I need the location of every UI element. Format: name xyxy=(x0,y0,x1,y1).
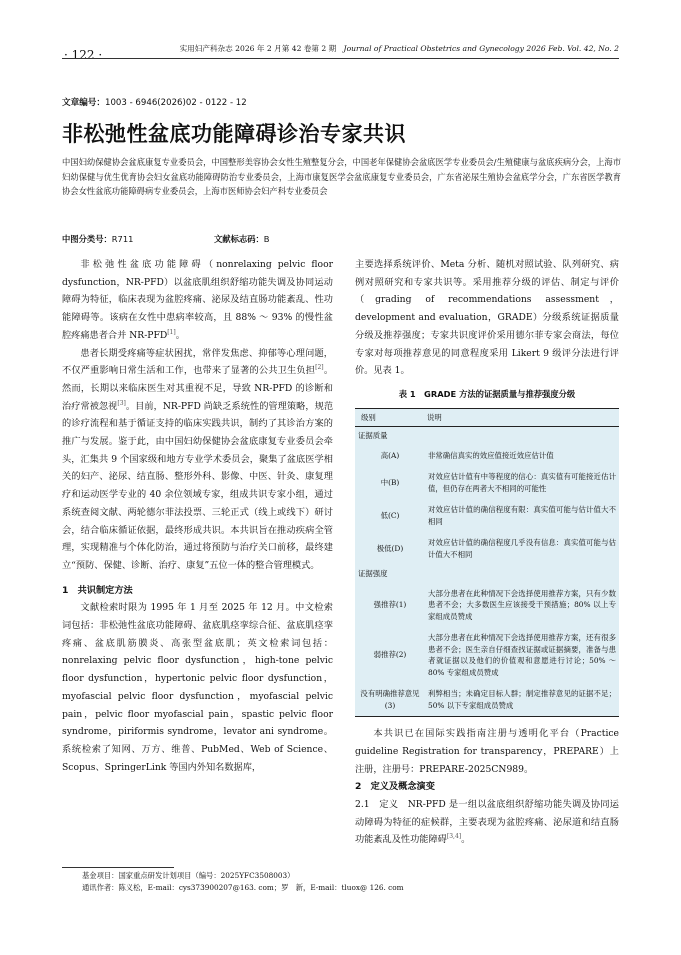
section-1-heading: 1 共识制定方法 xyxy=(62,584,133,596)
doc-value: B xyxy=(263,234,270,244)
left-column xyxy=(62,256,333,776)
header-rule xyxy=(62,58,619,59)
ref-1: [1] xyxy=(167,328,176,336)
section-2-heading: 2 定义及概念演变 xyxy=(355,781,435,793)
table-row: 中(B) 对效应估计值有中等程度的信心：真实值有可能接近估计值，但仍存在两者大不相同的可能性 xyxy=(380,472,616,493)
right-column xyxy=(355,256,619,849)
clc-number xyxy=(62,233,133,245)
table-row: 低(C) 对效应估计值的确信程度有限：真实值可能与估计值大不相同 xyxy=(380,505,616,526)
clc-label: 中图分类号： xyxy=(62,234,112,244)
journal-en: Journal of Practical Obstetrics and Gynecology 2026 Feb. Vol. 42, No. 2 xyxy=(343,44,619,53)
article-title: 非松弛性盆底功能障碍诊治专家共识 xyxy=(62,122,406,146)
definition-paragraph: 2.1 定义 NR-PFD 是一组以盆底组织舒缩功能失调及协同运动障碍为特征的症候群，主要表现为盆腔疼痛、泌尿道和结直肠功能紊乱及性功能障碍[3,4]。 xyxy=(355,798,619,846)
ref-2: [2] xyxy=(315,364,324,372)
registration-paragraph: 本共识已在国际实践指南注册与透明化平台（Practice guideline Registration for transparency，PREPARE）上注册，注册号：PREPARE-2025CN989。 xyxy=(355,728,619,775)
methods-paragraph-cont: 主要选择系统评价、Meta 分析、随机对照试验、队列研究、病例对照研究和专家共识等。采用推荐分级的评估、制定与评价（grading of recommendations assessment，development and evaluation，GRADE）分级系统证据质量分级及推荐强度；专家共识度评价采用德尔菲专家会商法，每位专家对每项推荐意见的同意程度采用 Likert 9 级评分法进行评价。见表 1。 xyxy=(355,259,619,377)
corresponding-author: 通讯作者：陈义松，E-mail：cys373900207@163. com；罗 新，E-mail：tluox@ 126. com xyxy=(82,883,404,892)
article-number xyxy=(62,96,247,108)
running-header xyxy=(180,43,619,54)
table-group-evidence: 证据质量 xyxy=(358,431,388,441)
table-header-level: 级别 xyxy=(355,408,425,427)
page-number: · 122 · xyxy=(64,48,103,62)
footnote xyxy=(82,870,404,894)
table-row: 强推荐(1) 大部分患者在此种情况下会选择使用推荐方案，只有少数患者不会；大多数医生应该接受干预措施；80% 以上专家组成员赞成 xyxy=(373,588,616,621)
clc-value: R711 xyxy=(111,234,134,244)
journal-cn: 实用妇产科杂志 2026 年 2 月第 42 卷第 2 期 xyxy=(179,44,337,53)
authors: 中国妇幼保健协会盆底康复专业委员会，中国整形美容协会女性生殖整复分会，中国老年保健协会盆底医学专业委员会/生殖健康与盆底疾病分会，上海市妇幼保健与优生优育协会妇女盆底功能障碍防治专业委员会，上海市康复医学会盆底康复专业委员会，广东省泌尿生殖协会盆底学分会，广东省医学教育协会女性盆底功能障碍病专业委员会，上海市医师协会妇产科专业委员会 xyxy=(62,157,621,197)
table-row: 极低(D) 对效应估计值的确信程度几乎没有信息：真实值可能与估计值大不相同 xyxy=(376,538,616,559)
fund-note: 基金项目：国家重点研发计划项目（编号：2025YFC3508003） xyxy=(82,871,295,880)
grade-table xyxy=(355,408,619,718)
table-header-desc: 说明 xyxy=(425,408,619,427)
intro-paragraph-1: 非松弛性盆底功能障碍（nonrelaxing pelvic floor dysfunction，NR-PFD）以盆底肌组织舒缩功能失调及协同运动障碍为特征，临床表现为盆腔疼痛、泌尿及结直肠功能紊乱、性功能障碍等。该病在女性中患病率较高，且 88% ～ 93% 的慢性盆腔疼痛患者合并 NR-PFD[1]。 xyxy=(62,259,333,341)
intro-paragraph-2: 患者长期受疼痛等症状困扰，常伴发焦虑、抑郁等心理问题，不仅严重影响日常生活和工作，也带来了显著的公共卫生负担[2]。然而，长期以来临床医生对其重视不足，导致 NR-PFD 的诊断和治疗常被忽视[3]。目前，NR-PFD 尚缺乏系统性的管理策略，规范的诊疗流程和基于循证支持的临床实践共识，制约了其诊治方案的推广与发展。鉴于此，由中国妇幼保健协会盆底康复专业委员会牵头，汇集共 9 个国家级和地方专业学术委员会，聚集了盆底医学相关的妇产、泌尿、结直肠、整形外科、影像、中医、针灸、康复理疗和运动医学专业的 40 余位领域专家，组成共识专家小组，通过系统查阅文献、两轮德尔菲法投票、三轮正式（线上或线下）研讨会，结合临床循证依据，最终形成共识。本共识旨在推动疾病全管理，实现精准与个体化防治，通过将预防与治疗关口前移，最终建立“预防、保健、诊断、治疗、康复”五位一体的整合管理模式。 xyxy=(62,347,334,571)
table-row: 高(A) 非常确信真实的效应值接近效应估计值 xyxy=(380,450,554,460)
doc-code xyxy=(214,233,270,245)
table-caption: 表 1 GRADE 方法的证据质量与推荐强度分级 xyxy=(398,388,576,399)
article-number-value: 1003 - 6946(2026)02 - 0122 - 12 xyxy=(104,98,247,108)
table-row: 弱推荐(2) 大部分患者在此种情况下会选择使用推荐方案，还有很多患者不会；医生亲自仔细查找证据或证据摘要，准备与患者就证据以及他们的价值观和意愿进行讨论；50% ～ 80% 专家组成员赞成 xyxy=(373,633,616,677)
ref-3-4: [3,4] xyxy=(446,833,462,841)
ref-3: [3] xyxy=(117,399,126,407)
methods-paragraph: 文献检索时限为 1995 年 1 月至 2025 年 12 月。中文检索词包括：非松弛性盆底功能障碍、盆底肌痉挛综合征、盆底肌痉挛疼痛、盆底肌筋膜炎、高张型盆底肌；英文检索词包括：nonrelaxing pelvic floor dysfunction，high-tone pelvic floor dysfunction，hypertonic pelvic floor dysfunction，myofascial pelvic floor dysfunction，myofascial pelvic pain，pelvic floor myofascial pain，spastic pelvic floor syndrome，piriformis syndrome，levator ani syndrome。系统检索了知网、万方、维普、PubMed、Web of Science、Scopus、SpringerLink 等国内外知名数据库， xyxy=(62,602,333,773)
article-number-label: 文章编号： xyxy=(62,98,105,108)
footnote-rule xyxy=(62,867,174,868)
doc-label: 文献标志码： xyxy=(214,234,264,244)
table-row: 没有明确推荐意见(3) 利弊相当；未确定目标人群；制定推荐意见的证据不足；50% 以下专家组成员赞成 xyxy=(355,683,619,717)
table-group-strength: 证据强度 xyxy=(358,569,388,579)
